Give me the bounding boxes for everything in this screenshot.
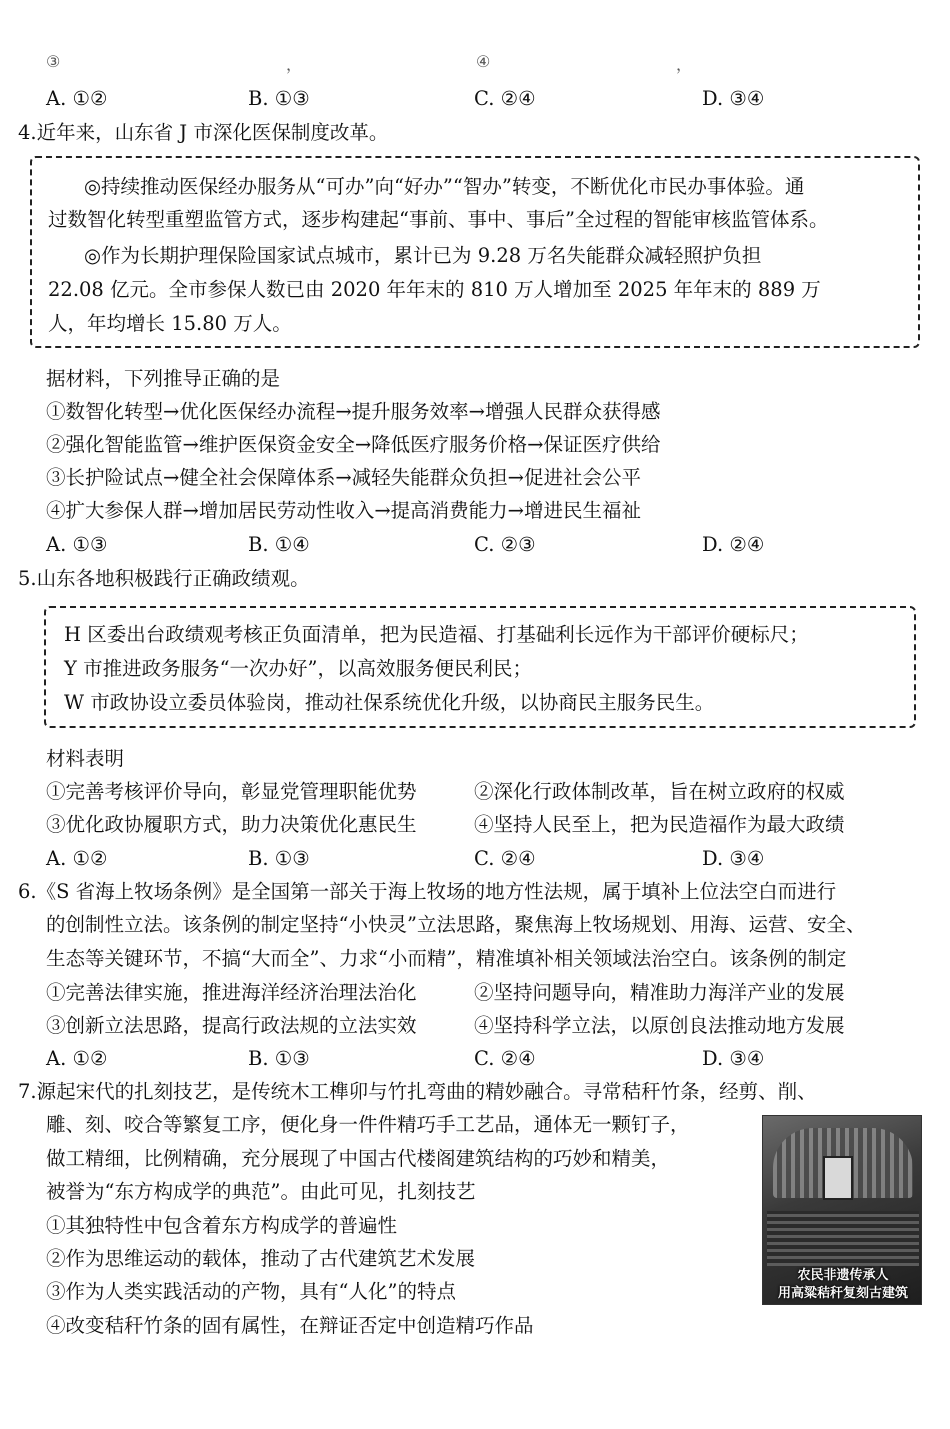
q4-stem: 4.近年来，山东省 J 市深化医保制度改革。 xyxy=(18,121,389,144)
q5-item: ②深化行政体制改革，旨在树立政府的权威 xyxy=(474,780,845,803)
q4-material-line: 过数智化转型重塑监管方式，逐步构建起“事前、事中、事后”全过程的智能审核监管体系。 xyxy=(48,208,829,231)
q3-option-d[interactable]: D. ③④ xyxy=(702,87,765,110)
q3-option-a[interactable]: A. ①② xyxy=(46,87,108,110)
q7-item: ③作为人类实践活动的产物，具有“人化”的特点 xyxy=(46,1280,456,1303)
q6-stem-line: 6.《S 省海上牧场条例》是全国第一部关于海上牧场的地方性法规，属于填补上位法空白而进行 xyxy=(18,880,837,903)
q5-item: ③优化政协履职方式，助力决策优化惠民生 xyxy=(46,813,417,836)
q5-material-line: H 区委出台政绩观考核正负面清单，把为民造福、打基础利长远作为干部评价硬标尺； xyxy=(64,623,809,646)
q6-stem-line: 的创制性立法。该条例的制定坚持“小快灵”立法思路，聚焦海上牧场规划、用海、运营、安全、 xyxy=(46,913,866,936)
q7-stem-line: 被誉为“东方构成学的典范”。由此可见，扎刻技艺 xyxy=(46,1180,476,1203)
q4-item: ①数智化转型→优化医保经办流程→提升服务效率→增强人民群众获得感 xyxy=(46,400,661,423)
photo-caption-line: 农民非遗传承人 xyxy=(797,1268,889,1283)
q6-item: ④坚持科学立法，以原创良法推动地方发展 xyxy=(474,1014,845,1037)
q4-material-line: ◎持续推动医保经办服务从“可办”向“好办”“智办”转变，不断优化市民办事体验。通 xyxy=(84,175,805,198)
partial-comma: ， xyxy=(676,55,693,74)
q5-option-d[interactable]: D. ③④ xyxy=(702,847,765,870)
q5-option-a[interactable]: A. ①② xyxy=(46,847,108,870)
photo-base-shape xyxy=(767,1211,919,1266)
q4-material-line: 人，年均增长 15.80 万人。 xyxy=(48,312,292,335)
craft-building-photo xyxy=(762,1115,922,1305)
q5-material-line: W 市政协设立委员体验岗，推动社保系统优化升级，以协商民主服务民生。 xyxy=(64,691,715,714)
q7-stem-line: 7.源起宋代的扎刻技艺，是传统木工榫卯与竹扎弯曲的精妙融合。寻常秸秆竹条，经剪、削、 xyxy=(18,1080,817,1103)
photo-caption-line: 用高粱秸秆复刻古建筑 xyxy=(777,1286,908,1301)
q6-item: ②坚持问题导向，精准助力海洋产业的发展 xyxy=(474,981,845,1004)
q4-item: ②强化智能监管→维护医保资金安全→降低医疗服务价格→保证医疗供给 xyxy=(46,433,661,456)
q7-stem-line: 做工精细，比例精确，充分展现了中国古代楼阁建筑结构的巧妙和精美， xyxy=(46,1147,671,1170)
q6-item: ③创新立法思路，提高行政法规的立法实效 xyxy=(46,1014,417,1037)
q5-prompt: 材料表明 xyxy=(46,747,125,770)
q6-option-a[interactable]: A. ①② xyxy=(46,1047,108,1070)
q4-option-d[interactable]: D. ②④ xyxy=(702,533,765,556)
q7-item: ②作为思维运动的载体，推动了古代建筑艺术发展 xyxy=(46,1247,476,1270)
q3-option-b[interactable]: B. ①③ xyxy=(248,87,310,110)
q4-material-line: ◎作为长期护理保险国家试点城市，累计已为 9.28 万名失能群众减轻照护负担 xyxy=(84,244,762,267)
q4-material-line: 22.08 亿元。全市参保人数已由 2020 年年末的 810 万人增加至 2025 年年末的 889 万 xyxy=(48,278,821,301)
photo-sign-shape xyxy=(823,1156,853,1200)
q5-stem: 5.山东各地积极践行正确政绩观。 xyxy=(18,567,310,590)
partial-option-4: ④ xyxy=(476,52,491,71)
q6-item: ①完善法律实施，推进海洋经济治理法治化 xyxy=(46,981,417,1004)
q5-item: ④坚持人民至上，把为民造福作为最大政绩 xyxy=(474,813,845,836)
q6-stem-line: 生态等关键环节，不搞“大而全”、力求“小而精”，精准填补相关领域法治空白。该条例的制定 xyxy=(46,947,847,970)
q7-item: ①其独特性中包含着东方构成学的普遍性 xyxy=(46,1214,398,1237)
partial-option-3: ③ xyxy=(46,52,61,71)
q5-option-c[interactable]: C. ②④ xyxy=(474,847,536,870)
q7-stem-line: 雕、刻、咬合等繁复工序，便化身一件件精巧手工艺品，通体无一颗钉子， xyxy=(46,1113,690,1136)
q4-item: ③长护险试点→健全社会保障体系→减轻失能群众负担→促进社会公平 xyxy=(46,466,642,489)
partial-comma: ， xyxy=(286,55,303,74)
q5-item: ①完善考核评价导向，彰显党管理职能优势 xyxy=(46,780,417,803)
q4-option-c[interactable]: C. ②③ xyxy=(474,533,536,556)
q6-option-c[interactable]: C. ②④ xyxy=(474,1047,536,1070)
q4-item: ④扩大参保人群→增加居民劳动性收入→提高消费能力→增进民生福祉 xyxy=(46,499,642,522)
q5-material-line: Y 市推进政务服务“一次办好”，以高效服务便民利民； xyxy=(64,657,533,680)
q5-option-b[interactable]: B. ①③ xyxy=(248,847,310,870)
q6-option-b[interactable]: B. ①③ xyxy=(248,1047,310,1070)
q7-item: ④改变秸秆竹条的固有属性，在辩证否定中创造精巧作品 xyxy=(46,1314,534,1337)
q4-prompt: 据材料，下列推导正确的是 xyxy=(46,367,281,390)
q3-option-c[interactable]: C. ②④ xyxy=(474,87,536,110)
q6-option-d[interactable]: D. ③④ xyxy=(702,1047,765,1070)
q4-option-b[interactable]: B. ①④ xyxy=(248,533,310,556)
q4-option-a[interactable]: A. ①③ xyxy=(46,533,108,556)
